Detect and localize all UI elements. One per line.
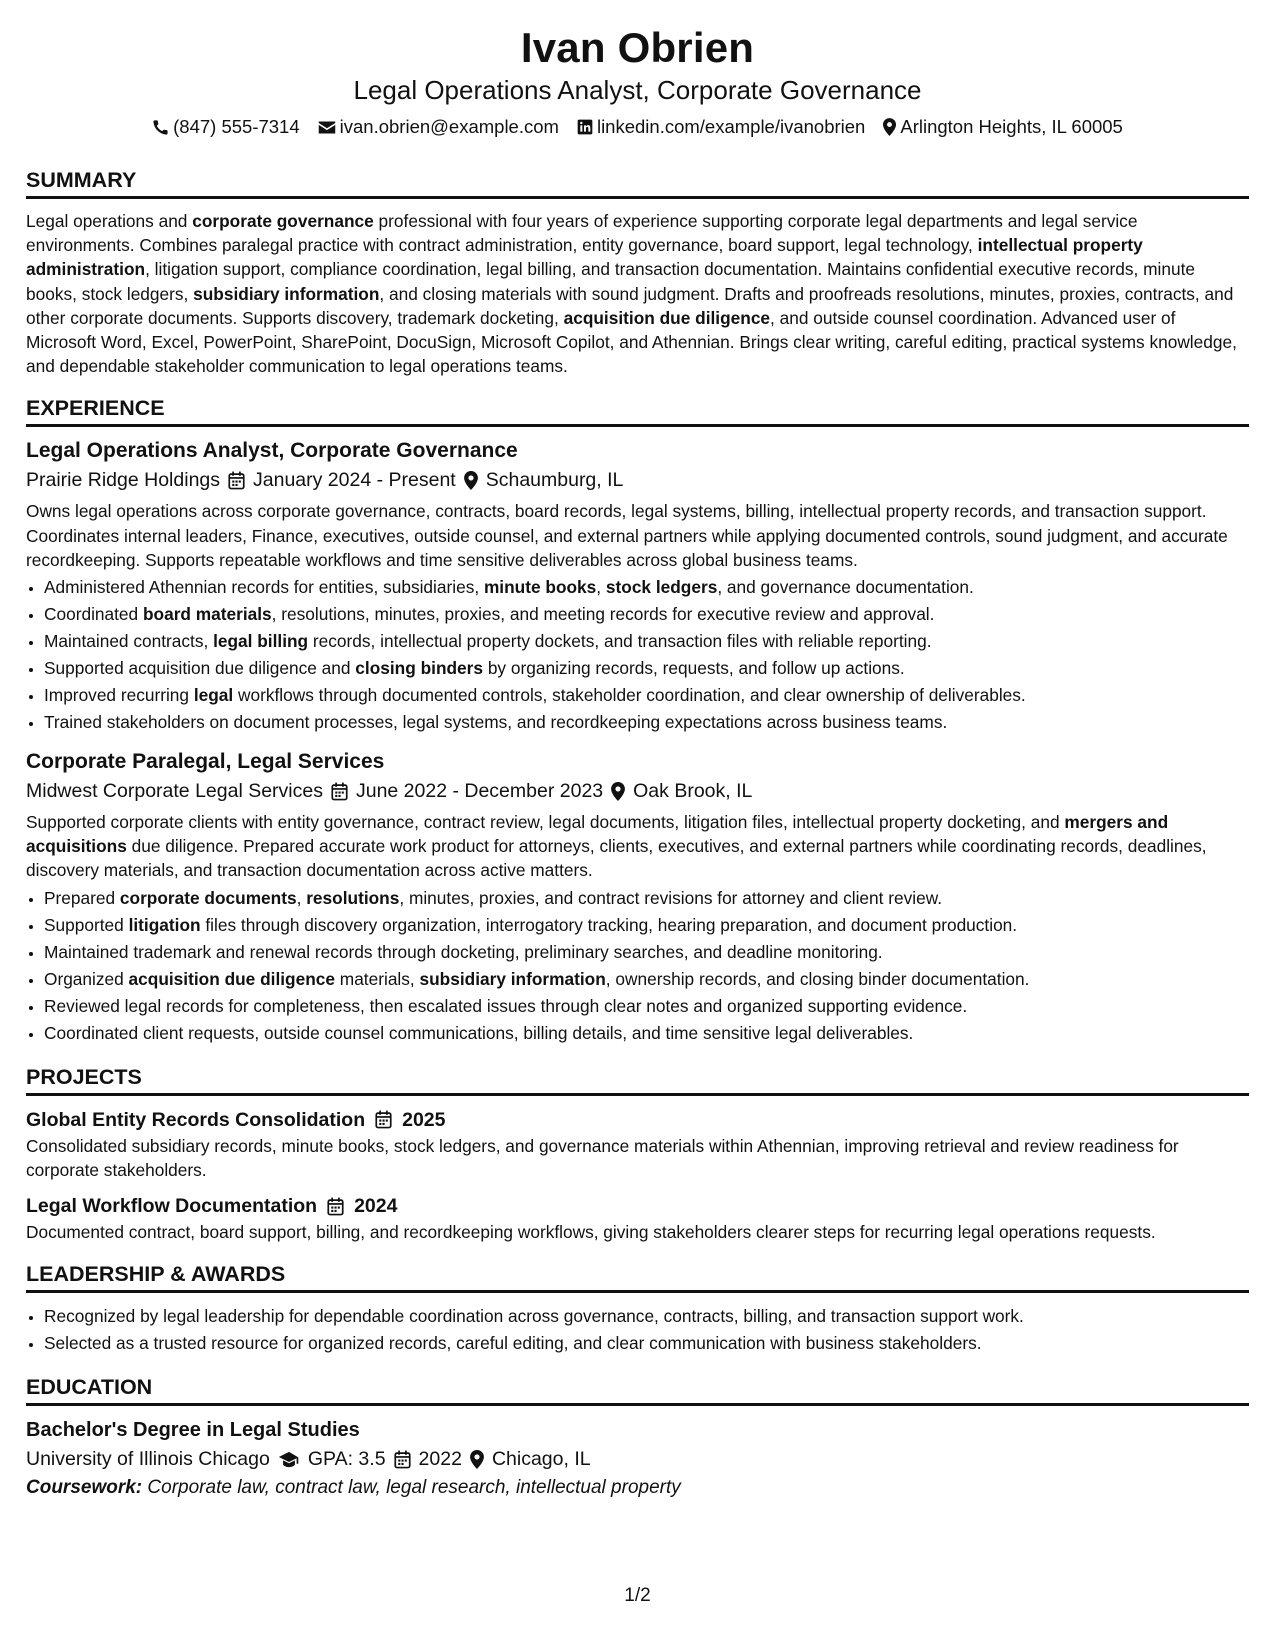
contact-bar bbox=[26, 114, 1249, 140]
page-number: 1/2 bbox=[624, 1585, 651, 1606]
experience-section bbox=[26, 394, 1249, 1046]
project-entry bbox=[26, 1192, 1249, 1244]
contact-location bbox=[883, 114, 1123, 140]
education-school: University of Illinois Chicago bbox=[26, 1448, 270, 1471]
list-item bbox=[44, 1020, 1249, 1047]
list-item bbox=[44, 655, 1249, 682]
job-meta bbox=[26, 465, 1249, 495]
project-name: Global Entity Records Consolidation bbox=[26, 1108, 366, 1131]
project-entry bbox=[26, 1106, 1249, 1182]
project-year: 2024 bbox=[354, 1195, 398, 1218]
emphasis-text: litigation bbox=[128, 914, 201, 935]
list-item bbox=[44, 993, 1249, 1020]
list-item bbox=[44, 601, 1249, 628]
list-item bbox=[44, 966, 1249, 993]
leadership-section bbox=[26, 1260, 1249, 1357]
calendar-icon bbox=[327, 1197, 344, 1216]
text-run: Coordinated bbox=[44, 604, 143, 625]
text-run: , litigation support, compliance coordination, legal billing, and transaction documentation. Maintains confidential executive records, minute books, stock ledgers, bbox=[26, 259, 1196, 304]
linkedin-icon bbox=[577, 119, 593, 135]
project-header bbox=[26, 1192, 1249, 1220]
list-item bbox=[44, 912, 1249, 939]
education-location: Chicago, IL bbox=[491, 1448, 591, 1471]
contact-email-text: ivan.obrien@example.com bbox=[339, 116, 559, 137]
job-title: Corporate Paralegal, Legal Services bbox=[26, 750, 385, 774]
candidate-title: Legal Operations Analyst, Corporate Governance bbox=[353, 75, 922, 105]
text-run: Maintained trademark and renewal records through docketing, preliminary searches, and deadline monitoring. bbox=[44, 941, 883, 962]
text-run: , and closing materials with sound judgment. Drafts and proofreads resolutions, minutes, proxies, contracts, and other corporate documents. Supports discovery, trademark docketing, bbox=[26, 283, 1234, 328]
project-description: Documented contract, board support, billing, and recordkeeping workflows, giving stakeholders clearer steps for recurring legal operations requests. bbox=[26, 1222, 1156, 1243]
summary-text bbox=[26, 209, 1249, 378]
list-item bbox=[44, 885, 1249, 912]
job-title: Legal Operations Analyst, Corporate Governance bbox=[26, 439, 518, 463]
contact-linkedin-text: linkedin.com/example/ivanobrien bbox=[596, 116, 866, 137]
text-run: Reviewed legal records for completeness, then escalated issues through clear notes and organized supporting evidence. bbox=[44, 995, 968, 1016]
list-item: • Recognized by legal leadership for dependable coordination across governance, contracts, billing, and transaction support work. bbox=[44, 1303, 1249, 1330]
text-run: Trained stakeholders on document processes, legal systems, and recordkeeping expectations across business teams. bbox=[44, 712, 948, 733]
job-company: Midwest Corporate Legal Services bbox=[26, 780, 323, 803]
text-run: Supported bbox=[44, 914, 129, 935]
education-coursework bbox=[26, 1474, 1249, 1502]
emphasis-text: subsidiary information bbox=[193, 283, 380, 304]
contact-phone[interactable] bbox=[152, 114, 300, 140]
text-run: , bbox=[596, 577, 606, 598]
emphasis-text: board materials bbox=[142, 604, 272, 625]
emphasis-text: corporate documents bbox=[119, 887, 297, 908]
text-run: Owns legal operations across corporate governance, contracts, board records, legal systems, billing, intellectual property records, and transaction support. Coordinates internal leaders, Finance, executives, outside counsel, and external partners while applying documented controls, sound judgment, and accurate recordkeeping. Supports repeatable workflows and time sensitive deliverables across global business teams. bbox=[26, 501, 1228, 570]
emphasis-text: acquisition due diligence bbox=[563, 307, 771, 328]
map-pin-icon bbox=[611, 782, 625, 801]
text-run: workflows through documented controls, stakeholder coordination, and clear ownership of deliverables. bbox=[233, 685, 1026, 706]
calendar-icon bbox=[394, 1450, 411, 1469]
text-run: Administered Athennian records for entities, subsidiaries, bbox=[44, 577, 484, 598]
text-run: Legal operations and bbox=[26, 211, 193, 231]
coursework-label: Coursework: bbox=[26, 1477, 143, 1499]
text-run: Coordinated client requests, outside counsel communications, billing details, and time sensitive legal deliverables. bbox=[44, 1022, 914, 1043]
contact-email[interactable] bbox=[318, 114, 559, 140]
text-run: Supported acquisition due diligence and bbox=[44, 658, 356, 679]
emphasis-text: corporate governance bbox=[192, 211, 374, 231]
job-meta bbox=[26, 776, 1249, 806]
map-pin-icon bbox=[883, 118, 896, 136]
emphasis-text: closing binders bbox=[355, 658, 484, 679]
text-run: , minutes, proxies, and contract revisions for attorney and client review. bbox=[399, 887, 943, 908]
emphasis-text: acquisition due diligence bbox=[128, 968, 335, 989]
calendar-icon bbox=[228, 471, 245, 490]
text-run: due diligence. Prepared accurate work product for attorneys, clients, executives, and external partners while coordinating records, deadlines, discovery materials, and transaction documentation across active matters. bbox=[26, 836, 1207, 881]
project-description: Consolidated subsidiary records, minute books, stock ledgers, and governance materials within Athennian, improving retrieval and review readiness for corporate stakeholders. bbox=[26, 1135, 1179, 1180]
emphasis-text: legal bbox=[193, 685, 234, 706]
contact-phone-text: (847) 555-7314 bbox=[173, 116, 300, 137]
section-heading: PROJECTS bbox=[26, 1063, 1249, 1096]
envelope-icon bbox=[318, 120, 336, 135]
job-dates: January 2024 - Present bbox=[253, 469, 456, 492]
emphasis-text: subsidiary information bbox=[419, 968, 606, 989]
list-item bbox=[44, 682, 1249, 709]
education-meta bbox=[26, 1444, 1249, 1474]
text-run: , and outside counsel coordination. Advanced user of Microsoft Word, Excel, PowerPoint, SharePoint, DocuSign, Microsoft Copilot, and Athennian. Brings clear writing, careful editing, practical systems knowledge, and dependable stakeholder communication to legal operations teams. bbox=[26, 307, 1237, 377]
job-dates: June 2022 - December 2023 bbox=[355, 780, 604, 803]
job-entry bbox=[26, 437, 1249, 736]
text-run: , and governance documentation. bbox=[717, 577, 974, 598]
emphasis-text: intellectual property administration bbox=[26, 235, 1143, 280]
text-run: files through discovery organization, interrogatory tracking, hearing preparation, and document production. bbox=[200, 914, 1018, 935]
text-run: , bbox=[296, 887, 307, 908]
job-company: Prairie Ridge Holdings bbox=[26, 469, 221, 492]
calendar-icon bbox=[331, 782, 348, 801]
graduation-cap-icon bbox=[278, 1451, 300, 1468]
job-entry bbox=[26, 748, 1249, 1047]
text-run: materials, bbox=[335, 968, 420, 989]
text-run: Supported corporate clients with entity governance, contract review, legal documents, litigation files, intellectual property docketing, and bbox=[26, 812, 1065, 833]
projects-section bbox=[26, 1063, 1249, 1245]
emphasis-text: mergers and acquisitions bbox=[26, 812, 1169, 857]
emphasis-text: minute books bbox=[483, 577, 597, 598]
education-gpa: GPA: 3.5 bbox=[307, 1448, 386, 1471]
text-run: professional with four years of experience supporting corporate legal departments and legal service environments. Combines paralegal practice with contract administration, entity governance, board support, legal technology, bbox=[26, 211, 1138, 256]
section-heading: EDUCATION bbox=[26, 1373, 1249, 1406]
resume-header bbox=[26, 22, 1249, 140]
list-item bbox=[44, 939, 1249, 966]
education-year: 2022 bbox=[418, 1448, 462, 1471]
job-bullets bbox=[26, 885, 1249, 1047]
text-run: , resolutions, minutes, proxies, and meeting records for executive review and approval. bbox=[271, 604, 935, 625]
job-location: Schaumburg, IL bbox=[485, 469, 624, 492]
job-description bbox=[26, 810, 1249, 883]
section-heading: LEADERSHIP & AWARDS bbox=[26, 1260, 1249, 1293]
map-pin-icon bbox=[464, 471, 478, 490]
candidate-name: Ivan Obrien bbox=[520, 24, 755, 71]
project-name: Legal Workflow Documentation bbox=[26, 1195, 318, 1218]
project-year: 2025 bbox=[402, 1108, 446, 1131]
phone-icon bbox=[152, 119, 169, 136]
emphasis-text: legal billing bbox=[213, 631, 309, 652]
section-heading: SUMMARY bbox=[26, 166, 1249, 199]
emphasis-text: resolutions bbox=[306, 887, 400, 908]
calendar-icon bbox=[375, 1110, 392, 1129]
text-run: , ownership records, and closing binder documentation. bbox=[605, 968, 1030, 989]
coursework-text: Corporate law, contract law, legal research, intellectual property bbox=[147, 1477, 681, 1499]
list-item bbox=[44, 628, 1249, 655]
text-run: by organizing records, requests, and follow up actions. bbox=[483, 658, 905, 679]
contact-linkedin[interactable] bbox=[577, 114, 865, 140]
text-run: records, intellectual property dockets, and transaction files with reliable reporting. bbox=[308, 631, 932, 652]
list-item bbox=[44, 709, 1249, 736]
summary-section bbox=[26, 166, 1249, 378]
text-run: Maintained contracts, bbox=[44, 631, 214, 652]
leadership-list bbox=[26, 1303, 1249, 1357]
contact-location-text: Arlington Heights, IL 60005 bbox=[900, 116, 1123, 137]
project-header bbox=[26, 1106, 1249, 1134]
emphasis-text: stock ledgers bbox=[605, 577, 718, 598]
section-heading: EXPERIENCE bbox=[26, 394, 1249, 427]
text-run: Improved recurring bbox=[44, 685, 194, 706]
text-run: Organized bbox=[44, 968, 129, 989]
education-section bbox=[26, 1373, 1249, 1502]
list-item bbox=[44, 574, 1249, 601]
job-location: Oak Brook, IL bbox=[633, 780, 753, 803]
education-degree: Bachelor's Degree in Legal Studies bbox=[26, 1419, 360, 1442]
map-pin-icon bbox=[470, 1450, 484, 1469]
text-run: Prepared bbox=[44, 887, 120, 908]
job-description bbox=[26, 499, 1249, 572]
list-item: • Selected as a trusted resource for organized records, careful editing, and clear communication with business stakeholders. bbox=[44, 1330, 1249, 1357]
job-bullets bbox=[26, 574, 1249, 736]
